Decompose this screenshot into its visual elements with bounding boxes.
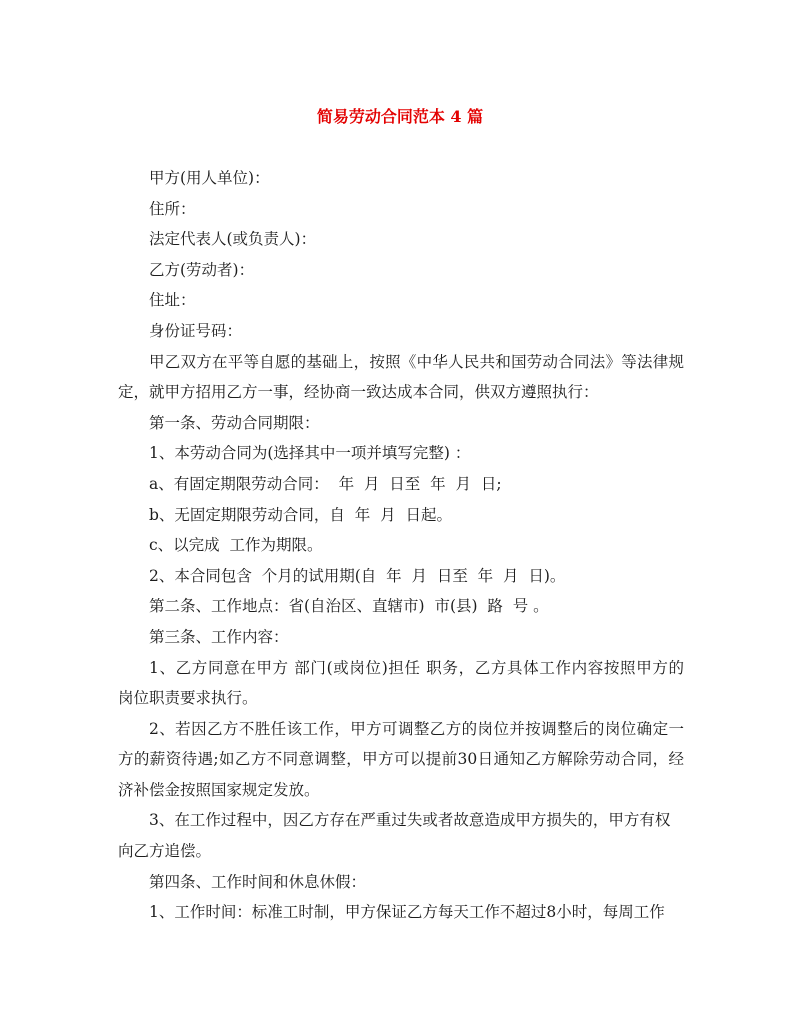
clause-line: 3、在工作过程中，因乙方存在严重过失或者故意造成甲方损失的，甲方有权: [149, 811, 671, 830]
document-body: [118, 163, 684, 928]
party-a-field: 甲方(用人单位)：: [149, 169, 270, 187]
clause-line: 岗位职责要求执行。: [118, 689, 258, 708]
option-a-line: a、有固定期限劳动合同： 年 月 日至 年 月 日;: [149, 474, 502, 493]
option-c-line: c、以完成 工作为期限。: [149, 536, 323, 555]
clause-line: 向乙方追偿。: [118, 842, 212, 861]
option-b-line: b、无固定期限劳动合同，自 年 月 日起。: [149, 505, 452, 524]
legal-representative-field: 法定代表人(或负责人)：: [149, 230, 317, 249]
id-number-field: 身份证号码：: [149, 321, 243, 340]
clause-line: 方的薪资待遇;如乙方不同意调整，甲方可以提前30日通知乙方解除劳动合同，经: [118, 750, 684, 769]
article-4-heading: 第四条、工作时间和休息休假：: [149, 872, 367, 891]
probation-line: 2、本合同包含 个月的试用期(自 年 月 日至 年 月 日)。: [149, 566, 566, 585]
clause-line: 1、乙方同意在甲方 部门(或岗位)担任 职务，乙方具体工作内容按照甲方的: [149, 658, 684, 677]
document-title: 简易劳动合同范本 4 篇: [316, 107, 484, 126]
clause-line: 济补偿金按照国家规定发放。: [118, 780, 320, 799]
clause-line: 2、若因乙方不胜任该工作，甲方可调整乙方的岗位并按调整后的岗位确定一: [149, 719, 684, 738]
article-1-heading: 第一条、劳动合同期限：: [149, 413, 320, 432]
article-2-heading: 第二条、工作地点：省(自治区、直辖市) 市(县) 路 号 。: [149, 597, 549, 616]
preamble-line: 甲乙双方在平等自愿的基础上，按照《中华人民共和国劳动合同法》等法律规: [149, 352, 684, 371]
preamble-line: 定，就甲方招用乙方一事，经协商一致达成本合同，供双方遵照执行：: [118, 383, 599, 402]
party-b-field: 乙方(劳动者)：: [149, 260, 255, 279]
article-3-heading: 第三条、工作内容：: [149, 627, 289, 646]
clause-line: 1、工作时间：标准工时制，甲方保证乙方每天工作不超过8小时，每周工作: [149, 903, 665, 922]
clause-line: 1、本劳动合同为(选择其中一项并填写完整) ：: [149, 444, 471, 463]
party-a-address-field: 住所：: [149, 199, 196, 218]
party-b-address-field: 住址：: [149, 291, 196, 310]
